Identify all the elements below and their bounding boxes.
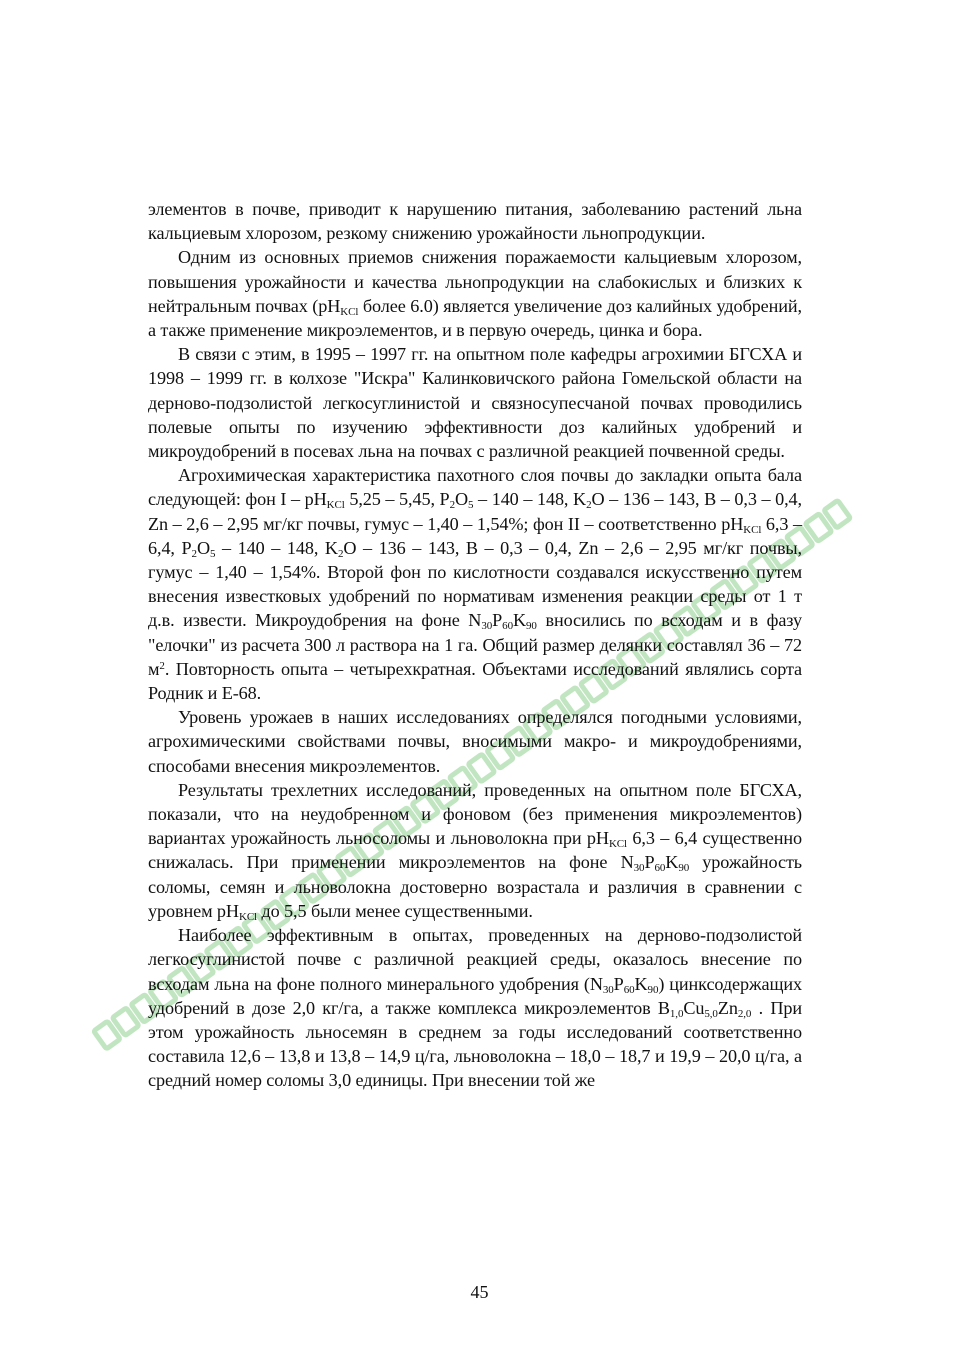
text-run: P bbox=[613, 973, 624, 994]
body-text bbox=[148, 197, 802, 1093]
subscript: 90 bbox=[647, 983, 659, 996]
text-run: более 6.0) является увеличение доз калийных удобрений, а также применение микроэлементов, и в первую очередь, цинка и бора. bbox=[148, 295, 802, 341]
paragraph-4 bbox=[148, 463, 802, 705]
text-run: Cu bbox=[683, 997, 705, 1018]
subscript: 5,0 bbox=[704, 1007, 718, 1020]
paragraph-3 bbox=[148, 342, 802, 463]
text-run: K bbox=[512, 610, 527, 631]
paragraph-7 bbox=[148, 923, 802, 1092]
text-run: O bbox=[454, 489, 469, 510]
text-run: P bbox=[492, 610, 503, 631]
text-run: . Повторность опыта – четырехкратная. Объектами исследований являлись сорта Родник и Е-68. bbox=[148, 658, 802, 704]
text-run: O bbox=[196, 537, 210, 558]
text-run: Zn bbox=[717, 997, 738, 1018]
page-number: 45 bbox=[470, 1282, 489, 1302]
text-run: вносились по всходам и в фазу "елочки" из расчета 300 л раствора на 1 га. Общий размер делянки составлял 36 – 72 м bbox=[148, 610, 802, 679]
subscript: 2,0 bbox=[737, 1007, 752, 1020]
text-run: O – 136 – 143, B – 0,3 – 0,4, Zn – 2,6 – 2,95 мг/кг почвы, гумус – 1,40 – 1,54%; фон II – соответственно pH bbox=[148, 489, 802, 534]
subscript: 60 bbox=[623, 983, 635, 996]
text-run: В связи с этим, в 1995 – 1997 гг. на опытном поле кафедры агрохимии БГСХА и 1998 – 1999 гг. в колхозе "Искра" Калинковичского района Гомельской области на дерново-подзолистой легкосуглинистой и связносупесчаной почвах проводились полевые опыты по изучению эффективности доз калийных удобрений и микроудобрений в посевах льна на почвах с различной реакцией почвенной среды. bbox=[148, 344, 802, 462]
text-run: Результаты трехлетних исследований, проведенных на опытном поле БГСХА, показали, что на неудобренном и фоновом (без применения микроэлементов) вариантах урожайность льносоломы и льноволокна при pH bbox=[148, 779, 802, 849]
subscript: KCl bbox=[326, 499, 345, 512]
subscript: KCl bbox=[238, 910, 258, 923]
watermark-mark bbox=[805, 514, 832, 542]
subscript: 30 bbox=[633, 862, 645, 875]
watermark-mark bbox=[112, 1008, 139, 1036]
subscript: 1,0 bbox=[669, 1007, 684, 1020]
text-run: 5,25 – 5,45, P bbox=[344, 489, 450, 510]
superscript: 2 bbox=[159, 659, 165, 672]
subscript: 2 bbox=[586, 499, 592, 512]
subscript: KCl bbox=[608, 838, 627, 851]
subscript: 30 bbox=[602, 983, 614, 996]
subscript: 2 bbox=[337, 547, 344, 560]
text-run: элементов в почве, приводит к нарушению питания, заболеванию растений льна кальциевым хлорозом, резкому снижению урожайности льнопродукции. bbox=[148, 199, 802, 244]
text-run: O – 136 – 143, B – 0,3 – 0,4, Zn – 2,6 – 2,95 мг/кг почвы, гумус – 1,40 – 1,54%. Второй фон по кислотности создавался искусственно путем внесения известковых удобрений по нормативам изменения реакции среды от 1 т д.в. извести. Микроудобрения на фоне N bbox=[148, 537, 802, 631]
text-run: 6,3 – 6,4, P bbox=[148, 513, 802, 558]
subscript: 5 bbox=[209, 547, 216, 560]
text-run: Уровень урожаев в наших исследованиях определялся погодными условиями, агрохимическими свойствами почвы, вносимыми макро- и микроудобрениями, способами внесения микроэлементов. bbox=[148, 707, 802, 776]
text-run: – 140 – 148, K bbox=[473, 489, 587, 510]
subscript: KCl bbox=[340, 305, 359, 318]
subscript: 30 bbox=[481, 620, 493, 633]
text-run: K bbox=[665, 852, 679, 873]
subscript: KCl bbox=[743, 523, 762, 536]
text-run: 6,3 – 6,4 существенно снижалась. При применении микроэлементов на фоне N bbox=[148, 828, 802, 873]
text-run: Наиболее эффективным в опытах, проведенных на дерново-подзолистой легкосуглинистой почве с различной реакцией среды, оказалось внесение по всходам льна на фоне полного минерального удобрения (N bbox=[148, 925, 802, 994]
text-run: . При этом урожайность льносемян в среднем за годы исследований соответственно составила 12,6 – 13,8 и 13,8 – 14,9 ц/га, льноволокна – 18,0 – 18,7 и 19,9 – 20,0 ц/га, а средний номер соломы 3,0 единицы. При внесении той же bbox=[148, 997, 802, 1091]
subscript: 60 bbox=[654, 862, 666, 875]
text-run: Агрохимическая характеристика пахотного слоя почвы до закладки опыта бала следующей: фон I – pH bbox=[148, 465, 802, 510]
watermark-mark bbox=[94, 1021, 121, 1049]
text-run: – 140 – 148, K bbox=[215, 537, 338, 558]
text-run: урожайность соломы, семян и льноволокна достоверно возрастала и различия в сравнении с уровнем pH bbox=[148, 852, 802, 921]
text-run: до 5,5 были менее существенными. bbox=[257, 900, 533, 921]
subscript: 90 bbox=[678, 862, 690, 875]
subscript: 2 bbox=[191, 547, 197, 560]
paragraph-6 bbox=[148, 778, 802, 923]
text-run: ) цинксодержащих удобрений в дозе 2,0 кг/га, а также комплекса микроэлементов B bbox=[148, 973, 802, 1018]
paragraph-2 bbox=[148, 245, 802, 342]
subscript: 90 bbox=[526, 620, 537, 633]
watermark-mark bbox=[824, 500, 851, 528]
subscript: 60 bbox=[502, 620, 513, 633]
text-run: P bbox=[644, 852, 655, 873]
paragraph-1 bbox=[148, 197, 802, 245]
subscript: 5 bbox=[468, 499, 474, 512]
text-run: Одним из основных приемов снижения поражаемости кальциевым хлорозом, повышения урожайности и качества льнопродукции на слабокислых и близких к нейтральным почвах (pH bbox=[148, 247, 802, 316]
paragraph-5 bbox=[148, 705, 802, 778]
subscript: 2 bbox=[449, 499, 455, 512]
text-run: K bbox=[634, 973, 648, 994]
